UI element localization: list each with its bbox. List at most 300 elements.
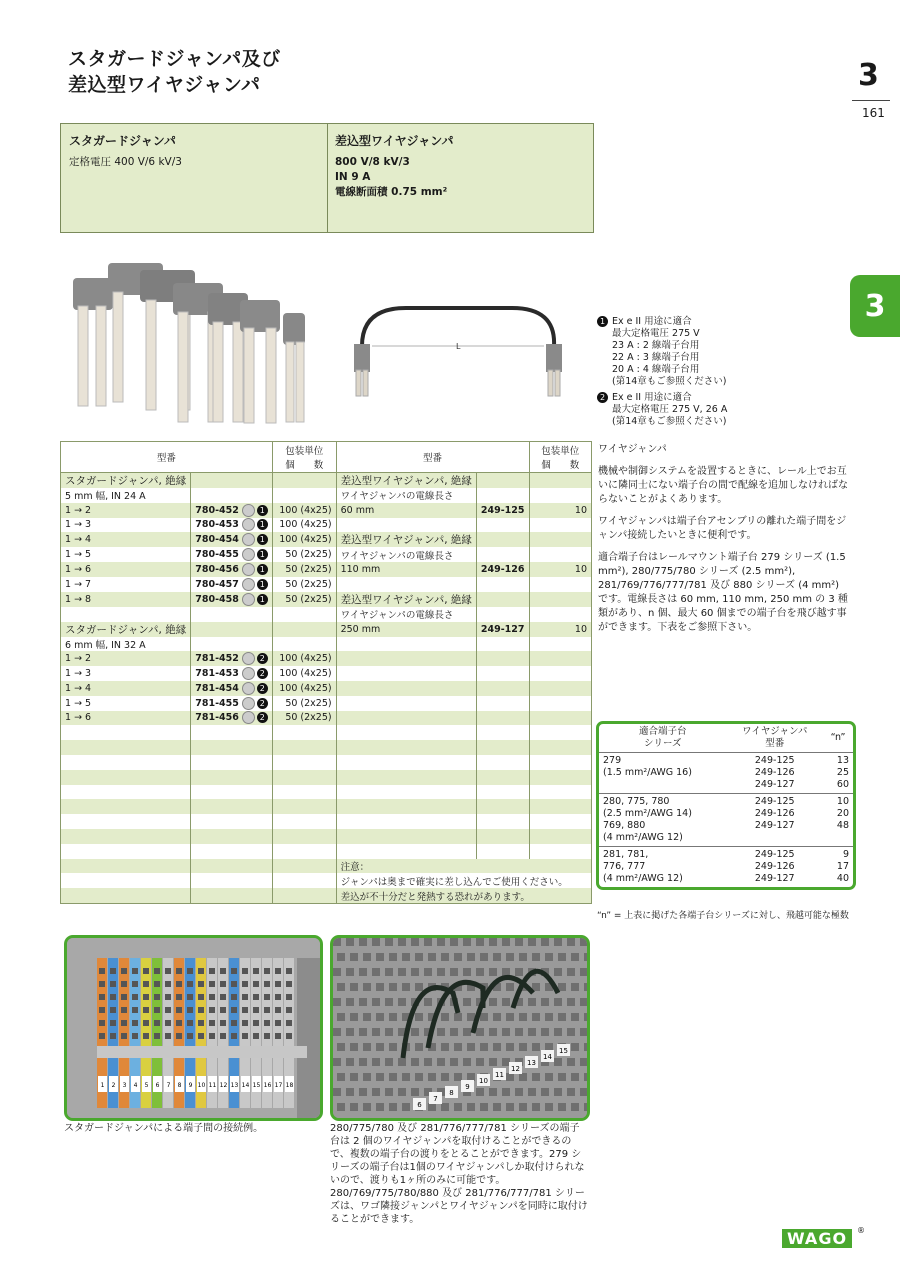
marker-label: 11 bbox=[495, 1071, 504, 1079]
cell-right-label bbox=[336, 814, 476, 829]
cell-right-pack bbox=[529, 829, 591, 844]
color-swatch-icon bbox=[242, 504, 255, 517]
note-ref-icon: 1 bbox=[257, 594, 268, 605]
note-marker: 1 bbox=[597, 316, 608, 327]
cell-left-model bbox=[191, 666, 273, 681]
table-row bbox=[61, 651, 592, 666]
color-swatch-icon bbox=[242, 711, 255, 724]
cell-left-model bbox=[191, 829, 273, 844]
cell-left-label: 1 → 2 bbox=[61, 651, 191, 666]
cell-right-model bbox=[476, 799, 529, 814]
compat-row bbox=[599, 847, 853, 888]
cell-left-pack bbox=[272, 740, 336, 755]
compat-models: 249-125 249-126 249-127 bbox=[727, 753, 823, 794]
table-row bbox=[61, 888, 592, 903]
cell-left-pack: 100 (4x25) bbox=[272, 666, 336, 681]
cell-left-model bbox=[191, 577, 273, 592]
spec-right-head: 差込型ワイヤジャンパ bbox=[335, 134, 454, 148]
table-row bbox=[61, 577, 592, 592]
cell-left-pack: 50 (2x25) bbox=[272, 547, 336, 562]
chapter-number: 3 bbox=[858, 58, 879, 93]
cell-right-label: 差込型ワイヤジャンパ, 絶縁 bbox=[336, 473, 476, 489]
model-number: 781-455 bbox=[195, 697, 239, 709]
footnotes bbox=[597, 316, 727, 428]
cell-right-label bbox=[336, 651, 476, 666]
cell-left-pack bbox=[272, 814, 336, 829]
cell-left-label: 1 → 3 bbox=[61, 666, 191, 681]
cell-right-pack bbox=[529, 755, 591, 770]
cell-right-label: 250 mm bbox=[336, 622, 476, 637]
marker-label: 12 bbox=[219, 1082, 228, 1089]
table-row bbox=[61, 607, 592, 622]
description-paragraph: ワイヤジャンパは端子台アセンブリの離れた端子間をジャンパ接続したいときに便利です。 bbox=[598, 516, 847, 541]
cell-right-label bbox=[336, 666, 476, 681]
cell-left-label: スタガードジャンパ, 絶縁 bbox=[61, 473, 191, 489]
cell-left-model bbox=[191, 488, 273, 503]
cell-right-model bbox=[476, 814, 529, 829]
note2-line: 最大定格電圧 275 V, 26 A bbox=[612, 404, 728, 415]
cell-right-model bbox=[476, 651, 529, 666]
cell-right-pack bbox=[529, 740, 591, 755]
registered-mark: ® bbox=[857, 1226, 865, 1235]
description-paragraph: 機械や制御システムを設置するときに、レール上でお互いに隣同士にない端子台の間で配線を追加しなければならないことがよくあります。 bbox=[598, 466, 848, 505]
cell-right-pack bbox=[529, 532, 591, 547]
spec-right-line: 800 V/8 kV/3 bbox=[335, 156, 410, 168]
page-number: 161 bbox=[862, 106, 885, 120]
cell-right-label bbox=[336, 681, 476, 696]
cell-left-label: 5 mm 幅, IN 24 A bbox=[61, 488, 191, 503]
table-row bbox=[61, 859, 592, 874]
cell-right-model bbox=[476, 785, 529, 800]
compat-note: “n” = 上表に掲げた各端子台シリーズに対し、飛越可能な極数 bbox=[597, 911, 849, 921]
marker-label: 5 bbox=[144, 1082, 149, 1089]
caution-line: 注意： bbox=[336, 859, 591, 874]
cell-right-label bbox=[336, 725, 476, 740]
cell-right-label: 60 mm bbox=[336, 503, 476, 518]
compat-h-series: 適合端子台 シリーズ bbox=[599, 724, 727, 753]
cell-left-model bbox=[191, 814, 273, 829]
note-marker: 2 bbox=[597, 392, 608, 403]
cell-right-model bbox=[476, 592, 529, 607]
note-ref-icon: 1 bbox=[257, 534, 268, 545]
col-model: 型番 bbox=[336, 442, 529, 473]
note-ref-icon: 2 bbox=[257, 683, 268, 694]
cell-right-label: 110 mm bbox=[336, 562, 476, 577]
cell-right-label bbox=[336, 740, 476, 755]
cell-left-label bbox=[61, 844, 191, 859]
cell-right-model bbox=[476, 725, 529, 740]
cell-right-pack bbox=[529, 592, 591, 607]
marker-label: 13 bbox=[230, 1082, 239, 1089]
cell-left-label: 1 → 6 bbox=[61, 711, 191, 726]
cell-left-model bbox=[191, 562, 273, 577]
note-ref-icon: 1 bbox=[257, 579, 268, 590]
cell-right-label bbox=[336, 799, 476, 814]
compat-series: 281, 781, 776, 777 (4 mm²/AWG 12) bbox=[603, 849, 683, 884]
cell-left-model bbox=[191, 651, 273, 666]
cell-left-label: 1 → 2 bbox=[61, 503, 191, 518]
cell-right-label: 差込型ワイヤジャンパ, 絶縁 bbox=[336, 592, 476, 607]
marker-label: 4 bbox=[133, 1082, 138, 1089]
note2-line: Ex e II 用途に適合 bbox=[612, 392, 692, 403]
marker-label: 6 bbox=[155, 1082, 160, 1089]
spec-right-line: IN 9 A bbox=[335, 171, 371, 183]
marker-label: 3 bbox=[122, 1082, 127, 1089]
compat-n: 10 20 48 bbox=[823, 794, 853, 847]
col-pack: 包装単位 個 数 bbox=[529, 442, 591, 473]
table-row bbox=[61, 814, 592, 829]
marker-label: 15 bbox=[559, 1047, 568, 1055]
cell-left-pack: 100 (4x25) bbox=[272, 518, 336, 533]
cell-left-pack bbox=[272, 488, 336, 503]
note1-line: 20 A : 4 線端子台用 bbox=[612, 364, 700, 375]
cell-right-model bbox=[476, 770, 529, 785]
cell-left-pack bbox=[272, 888, 336, 903]
cell-right-pack bbox=[529, 651, 591, 666]
model-number: 781-456 bbox=[195, 712, 239, 724]
model-number: 780-452 bbox=[195, 504, 239, 516]
note2-line: (第14章もご参照ください) bbox=[612, 416, 727, 427]
compat-models: 249-125 249-126 249-127 bbox=[727, 794, 823, 847]
cell-right-pack: 10 bbox=[529, 503, 591, 518]
color-swatch-icon bbox=[242, 697, 255, 710]
table-row bbox=[61, 755, 592, 770]
model-number: 780-455 bbox=[195, 549, 239, 561]
cell-left-pack: 50 (2x25) bbox=[272, 577, 336, 592]
col-pack: 包装単位 個 数 bbox=[272, 442, 336, 473]
compat-series: 279 (1.5 mm²/AWG 16) bbox=[599, 753, 727, 794]
col-model: 型番 bbox=[61, 442, 273, 473]
cell-right-model bbox=[476, 844, 529, 859]
cell-right-label: ワイヤジャンパの電線長さ bbox=[336, 547, 476, 562]
cell-left-label bbox=[61, 770, 191, 785]
note1-line: 最大定格電圧 275 V bbox=[612, 328, 700, 339]
cell-right-pack bbox=[529, 725, 591, 740]
cell-right-label bbox=[336, 755, 476, 770]
table-row bbox=[61, 711, 592, 726]
marker-label: 9 bbox=[465, 1083, 470, 1091]
cell-left-model bbox=[191, 592, 273, 607]
cell-right-pack bbox=[529, 637, 591, 652]
cell-right-model bbox=[476, 755, 529, 770]
cell-left-pack: 50 (2x25) bbox=[272, 592, 336, 607]
table-header bbox=[61, 442, 592, 473]
wire bbox=[362, 308, 554, 346]
marker-label: 2 bbox=[111, 1082, 116, 1089]
table-row bbox=[61, 622, 592, 637]
cell-left-pack: 100 (4x25) bbox=[272, 503, 336, 518]
caution-line: ジャンパは奥まで確実に差し込んでご使用ください。 bbox=[336, 873, 591, 888]
marker-label: 13 bbox=[527, 1059, 536, 1067]
cell-left-pack bbox=[272, 755, 336, 770]
note-ref-icon: 1 bbox=[257, 519, 268, 530]
cell-right-pack bbox=[529, 547, 591, 562]
color-swatch-icon bbox=[242, 563, 255, 576]
cell-right-model bbox=[476, 518, 529, 533]
photo1-caption: スタガードジャンパによる端子間の接続例。 bbox=[64, 1123, 264, 1134]
color-swatch-icon bbox=[242, 548, 255, 561]
cell-right-model bbox=[476, 711, 529, 726]
compat-h-model: ワイヤジャンパ 型番 bbox=[727, 724, 823, 753]
cell-left-model bbox=[191, 859, 273, 874]
chapter-side-tab[interactable]: 3 bbox=[850, 275, 900, 337]
cell-left-label: 1 → 5 bbox=[61, 696, 191, 711]
cell-right-pack bbox=[529, 696, 591, 711]
cell-left-pack: 50 (2x25) bbox=[272, 562, 336, 577]
cell-right-model: 249-127 bbox=[476, 622, 529, 637]
note1-line: Ex e II 用途に適合 bbox=[612, 316, 692, 327]
wago-logo: WAGO bbox=[782, 1229, 852, 1248]
cell-left-model bbox=[191, 755, 273, 770]
cell-left-pack bbox=[272, 607, 336, 622]
note-ref-icon: 2 bbox=[257, 653, 268, 664]
description-paragraph: 適合端子台はレールマウント端子台 279 シリーズ (1.5 mm²), 280/775/780 シリーズ (2.5 mm²), 281/769/776/777/781 及び 880 シリーズ (4 mm²) です。電線長さは 60 mm, 110 mm, 250 mm の 3 種類があり、n 個、最大 60 個までの端子台を飛び越す事ができます。下表をご参照下さい。 bbox=[598, 552, 848, 633]
cell-left-pack bbox=[272, 844, 336, 859]
cell-left-pack bbox=[272, 859, 336, 874]
terminal-block-photo-1 bbox=[64, 935, 323, 1121]
cell-right-pack bbox=[529, 785, 591, 800]
spec-left bbox=[69, 132, 182, 170]
compat-n: 13 25 60 bbox=[823, 753, 853, 794]
cell-right-model bbox=[476, 829, 529, 844]
compat-series: 280, 775, 780 (2.5 mm²/AWG 14) 769, 880 (4 mm²/AWG 12) bbox=[599, 794, 727, 847]
marker-label: 10 bbox=[197, 1082, 206, 1089]
cell-left-model bbox=[191, 785, 273, 800]
table-row bbox=[61, 547, 592, 562]
table-row bbox=[61, 829, 592, 844]
cell-right-model bbox=[476, 740, 529, 755]
cell-right-model: 249-125 bbox=[476, 503, 529, 518]
cell-left-pack: 100 (4x25) bbox=[272, 532, 336, 547]
color-swatch-icon bbox=[242, 518, 255, 531]
cell-left-pack bbox=[272, 873, 336, 888]
cell-left-model bbox=[191, 607, 273, 622]
table-row bbox=[61, 873, 592, 888]
compat-row bbox=[599, 794, 853, 847]
cell-right-pack: 10 bbox=[529, 562, 591, 577]
cell-left-label bbox=[61, 607, 191, 622]
cell-left-label: スタガードジャンパ, 絶縁 bbox=[61, 622, 191, 637]
cell-left-pack bbox=[272, 799, 336, 814]
table-row bbox=[61, 532, 592, 547]
color-swatch-icon bbox=[242, 682, 255, 695]
model-number: 781-453 bbox=[195, 668, 239, 680]
length-label: L bbox=[456, 342, 461, 351]
compat-n: 9 17 40 bbox=[836, 849, 849, 884]
cell-right-label bbox=[336, 711, 476, 726]
wire-end-left bbox=[354, 344, 370, 372]
spec-right bbox=[335, 132, 453, 200]
cell-right-model bbox=[476, 696, 529, 711]
cell-left-label: 1 → 8 bbox=[61, 592, 191, 607]
cell-left-label bbox=[61, 785, 191, 800]
cell-left-model bbox=[191, 873, 273, 888]
spec-left-line: 定格電圧 400 V/6 kV/3 bbox=[69, 156, 182, 168]
cell-right-label bbox=[336, 785, 476, 800]
table-row bbox=[61, 488, 592, 503]
cell-right-label bbox=[336, 518, 476, 533]
model-number: 780-456 bbox=[195, 564, 239, 576]
cell-right-label bbox=[336, 637, 476, 652]
table-row bbox=[61, 518, 592, 533]
table-row bbox=[61, 785, 592, 800]
cell-left-pack bbox=[272, 637, 336, 652]
cell-left-label: 1 → 6 bbox=[61, 562, 191, 577]
table-row bbox=[61, 844, 592, 859]
cell-left-label: 1 → 7 bbox=[61, 577, 191, 592]
cell-right-label: ワイヤジャンパの電線長さ bbox=[336, 488, 476, 503]
cell-right-label bbox=[336, 770, 476, 785]
note1-line: 22 A : 3 線端子台用 bbox=[612, 352, 700, 363]
marker-label: 8 bbox=[177, 1082, 182, 1089]
marker-label: 9 bbox=[188, 1082, 193, 1089]
jumper-piece bbox=[283, 313, 305, 422]
table-row bbox=[61, 592, 592, 607]
cell-left-model bbox=[191, 888, 273, 903]
cell-right-model bbox=[476, 473, 529, 489]
cell-right-pack: 10 bbox=[529, 622, 591, 637]
cell-left-model bbox=[191, 681, 273, 696]
marker-label: 1 bbox=[100, 1082, 105, 1089]
cell-left-pack: 100 (4x25) bbox=[272, 681, 336, 696]
cell-left-pack bbox=[272, 785, 336, 800]
cell-left-label bbox=[61, 814, 191, 829]
cell-left-model bbox=[191, 725, 273, 740]
color-swatch-icon bbox=[242, 578, 255, 591]
cell-right-pack bbox=[529, 770, 591, 785]
marker-label: 7 bbox=[166, 1082, 171, 1089]
cell-left-pack: 50 (2x25) bbox=[272, 711, 336, 726]
note-ref-icon: 1 bbox=[257, 505, 268, 516]
note-ref-icon: 2 bbox=[257, 668, 268, 679]
cell-left-model bbox=[191, 532, 273, 547]
marker-label: 10 bbox=[479, 1077, 488, 1085]
cell-left-label bbox=[61, 740, 191, 755]
cell-left-label: 6 mm 幅, IN 32 A bbox=[61, 637, 191, 652]
marker-label: 14 bbox=[543, 1053, 552, 1061]
color-swatch-icon bbox=[242, 593, 255, 606]
model-number: 780-454 bbox=[195, 534, 239, 546]
note1-line: 23 A : 2 線端子台用 bbox=[612, 340, 700, 351]
table-row bbox=[61, 740, 592, 755]
compat-h-n: “n” bbox=[823, 724, 853, 753]
product-table bbox=[60, 441, 592, 904]
cell-right-label: ワイヤジャンパの電線長さ bbox=[336, 607, 476, 622]
cell-right-pack bbox=[529, 666, 591, 681]
table-row bbox=[61, 637, 592, 652]
cell-left-label bbox=[61, 859, 191, 874]
table-row bbox=[61, 562, 592, 577]
jumper-piece bbox=[240, 300, 280, 423]
cell-left-model bbox=[191, 503, 273, 518]
cell-left-label: 1 → 4 bbox=[61, 532, 191, 547]
cell-right-model bbox=[476, 532, 529, 547]
cell-right-pack bbox=[529, 488, 591, 503]
marker-label: 11 bbox=[208, 1082, 217, 1089]
cell-left-pack: 50 (2x25) bbox=[272, 696, 336, 711]
marker-label: 15 bbox=[252, 1082, 261, 1089]
compat-header bbox=[599, 724, 853, 753]
model-number: 780-458 bbox=[195, 593, 239, 605]
cell-left-label bbox=[61, 755, 191, 770]
spec-divider bbox=[327, 124, 328, 232]
color-swatch-icon bbox=[242, 667, 255, 680]
page-title bbox=[68, 46, 281, 98]
cell-left-model bbox=[191, 637, 273, 652]
cell-left-label: 1 → 5 bbox=[61, 547, 191, 562]
cell-left-model bbox=[191, 473, 273, 489]
cell-right-pack bbox=[529, 799, 591, 814]
cell-left-pack bbox=[272, 829, 336, 844]
page-title-line1: スタガードジャンパ及び bbox=[68, 48, 281, 70]
spec-box bbox=[60, 123, 594, 233]
jumper-piece bbox=[73, 278, 113, 406]
caution-line: 差込が不十分だと発熱する恐れがあります。 bbox=[336, 888, 591, 903]
staggered-jumper-image bbox=[68, 248, 330, 428]
cell-right-pack bbox=[529, 473, 591, 489]
marker-label: 17 bbox=[274, 1082, 283, 1089]
wire-end-right bbox=[546, 344, 562, 372]
spec-right-line: 電線断面積 0.75 mm² bbox=[335, 186, 448, 198]
table-row bbox=[61, 503, 592, 518]
cell-left-pack: 100 (4x25) bbox=[272, 651, 336, 666]
cell-left-model bbox=[191, 518, 273, 533]
cell-right-pack bbox=[529, 814, 591, 829]
table-row bbox=[61, 681, 592, 696]
photo1-drawing bbox=[67, 938, 320, 1118]
cell-left-model bbox=[191, 799, 273, 814]
cell-left-model bbox=[191, 696, 273, 711]
marker-label: 18 bbox=[285, 1082, 294, 1089]
compat-models: 249-125 249-126 249-127 bbox=[754, 849, 795, 884]
cell-left-model bbox=[191, 711, 273, 726]
marker-label: 14 bbox=[241, 1082, 250, 1089]
terminal-block-photo-2 bbox=[330, 935, 590, 1121]
note1-line: (第14章もご参照ください) bbox=[612, 376, 727, 387]
cell-right-label bbox=[336, 829, 476, 844]
table-row bbox=[61, 770, 592, 785]
cell-right-label bbox=[336, 844, 476, 859]
cell-right-model bbox=[476, 547, 529, 562]
model-number: 780-457 bbox=[195, 578, 239, 590]
photo2-drawing bbox=[333, 938, 587, 1118]
wire-jumper-description bbox=[598, 443, 848, 643]
spec-left-head: スタガードジャンパ bbox=[69, 134, 176, 148]
cell-left-label: 1 → 3 bbox=[61, 518, 191, 533]
cell-right-model: 249-126 bbox=[476, 562, 529, 577]
cell-left-label: 1 → 4 bbox=[61, 681, 191, 696]
table-row bbox=[61, 799, 592, 814]
wire-jumper-image bbox=[346, 298, 572, 408]
color-swatch-icon bbox=[242, 652, 255, 665]
cell-right-model bbox=[476, 607, 529, 622]
cell-left-model bbox=[191, 740, 273, 755]
photo2-caption: 280/775/780 及び 281/776/777/781 シリーズの端子台は 2 個のワイヤジャンパを取付けることができるので、複数の端子台の渡りをとることができます。279 シリーズの端子台は1個のワイヤジャンパしか取付けられないので、渡りも1ヶ所のみに可能です。280/769/775/780/880 及び 281/776/777/781 シリーズは、ワゴ隣接ジャンパとワイヤジャンパを同時に取付けることができます。 bbox=[330, 1123, 588, 1225]
cell-right-pack bbox=[529, 607, 591, 622]
cell-right-pack bbox=[529, 518, 591, 533]
compatibility-table bbox=[596, 721, 856, 890]
cell-left-label bbox=[61, 873, 191, 888]
cell-left-label bbox=[61, 799, 191, 814]
cell-left-label bbox=[61, 888, 191, 903]
cell-right-label bbox=[336, 577, 476, 592]
table-row bbox=[61, 666, 592, 681]
cell-left-pack bbox=[272, 725, 336, 740]
cell-right-model bbox=[476, 577, 529, 592]
model-number: 780-453 bbox=[195, 519, 239, 531]
cell-left-pack bbox=[272, 770, 336, 785]
cell-left-model bbox=[191, 844, 273, 859]
